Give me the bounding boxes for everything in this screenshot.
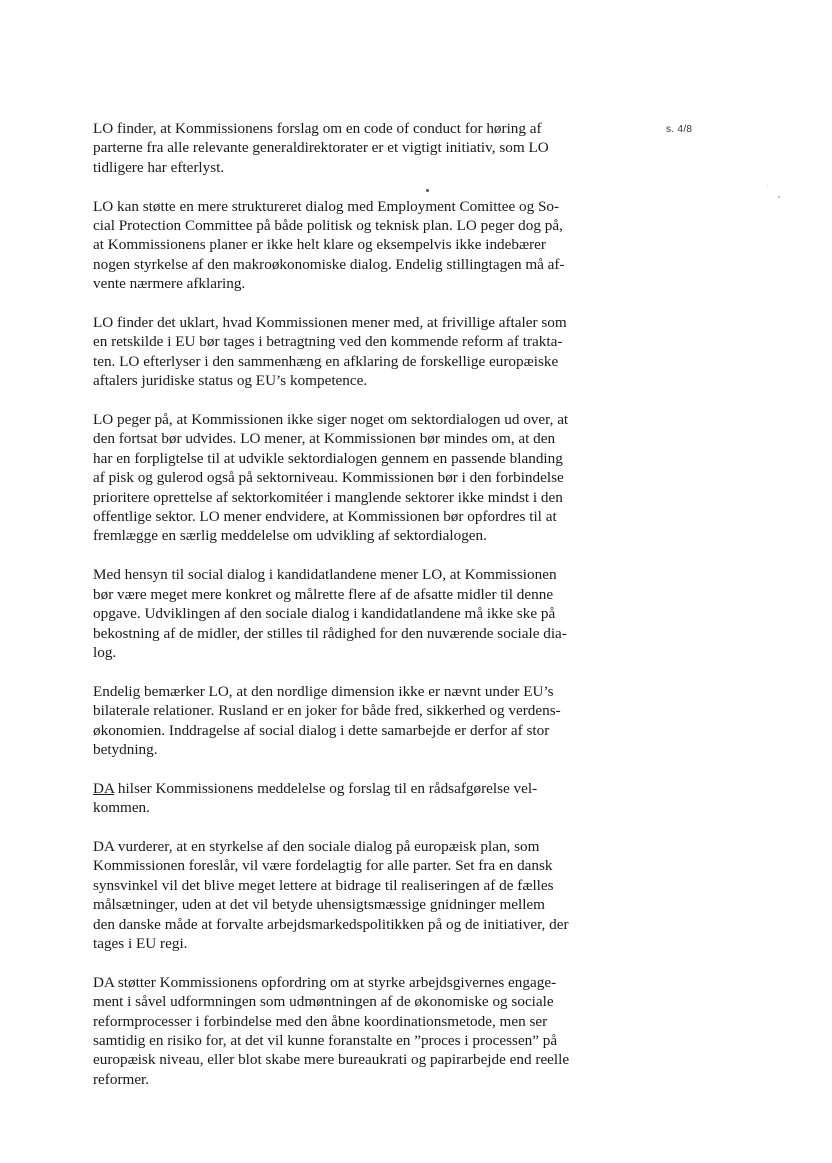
text-line: LO peger på, at Kommissionen ikke siger noget om sektordialogen ud over, at bbox=[93, 411, 569, 429]
text-line: den fortsat bør udvides. LO mener, at Kommissionen bør mindes om, at den bbox=[93, 430, 556, 448]
text-line: fremlægge en særlig meddelelse om udvikling af sektordialogen. bbox=[93, 527, 487, 545]
text-line: økonomien. Inddragelse af social dialog i dette samarbejde er derfor af stor bbox=[93, 721, 550, 739]
text-line: af pisk og gulerod også på sektorniveau. Kommissionen bør i den forbindelse bbox=[93, 469, 564, 487]
text-run: hilser Kommissionens meddelelse og forslag til en rådsafgørelse vel- bbox=[114, 779, 538, 797]
text-line: cial Protection Committee på både politisk og teknisk plan. LO peger dog på, bbox=[93, 217, 563, 235]
scan-speck bbox=[426, 189, 429, 192]
text-line: samtidig en risiko for, at det vil kunne foranstalte en ”proces i processen” på bbox=[93, 1031, 558, 1049]
text-line: LO finder det uklart, hvad Kommissionen mener med, at frivillige aftaler som bbox=[93, 314, 567, 332]
paragraph bbox=[93, 779, 613, 818]
text-line: LO finder, at Kommissionens forslag om en code of conduct for høring af bbox=[93, 120, 542, 137]
text-line: DA støtter Kommissionens opfordring om at styrke arbejdsgivernes engage- bbox=[93, 973, 557, 991]
text-line: målsætninger, uden at det vil betyde uhensigtsmæssige gnidninger mellem bbox=[93, 896, 545, 914]
text-line: kommen. bbox=[93, 799, 150, 817]
paragraph bbox=[93, 197, 613, 294]
text-line: reformprocesser i forbindelse med den åbne koordinationsmetode, men ser bbox=[93, 1012, 548, 1030]
text-line: LO kan støtte en mere struktureret dialog med Employment Comittee og So- bbox=[93, 197, 560, 215]
paragraph bbox=[93, 410, 613, 546]
paragraph bbox=[93, 119, 613, 177]
text-line: ten. LO efterlyser i den sammenhæng en afklaring de forskellige europæiske bbox=[93, 352, 559, 370]
text-line: DA vurderer, at en styrkelse af den sociale dialog på europæisk plan, som bbox=[93, 837, 540, 855]
text-line: log. bbox=[93, 643, 117, 661]
text-line: offentlige sektor. LO mener endvidere, at Kommissionen bør opfordres til at bbox=[93, 508, 557, 526]
text-line: reformer. bbox=[93, 1070, 150, 1088]
text-line: nogen styrkelse af den makroøkonomiske dialog. Endelig stillingtagen må af- bbox=[93, 255, 565, 273]
paragraph bbox=[93, 837, 613, 953]
text-line: bør være meget mere konkret og målrette flere af de afsatte midler til denne bbox=[93, 585, 554, 603]
scan-speck bbox=[778, 196, 780, 198]
text-line: vente nærmere afklaring. bbox=[93, 275, 246, 293]
paragraph bbox=[93, 313, 613, 391]
text-line: opgave. Udviklingen af den sociale dialog i kandidatlandene må ikke ske på bbox=[93, 605, 556, 623]
text-line: bekostning af de midler, der stilles til rådighed for den nuværende sociale dia- bbox=[93, 624, 567, 642]
text-line: bilaterale relationer. Rusland er en joker for både fred, sikkerhed og verdens- bbox=[93, 702, 561, 720]
text-line: ment i såvel udformningen som udmøntningen af de økonomiske og sociale bbox=[93, 993, 554, 1011]
text-line: betydning. bbox=[93, 740, 158, 758]
page-number: s. 4/8 bbox=[666, 124, 693, 135]
text-line: at Kommissionens planer er ikke helt klare og eksempelvis ikke indebærer bbox=[93, 236, 546, 254]
text-line: Med hensyn til social dialog i kandidatlandene mener LO, at Kommissionen bbox=[93, 566, 557, 584]
text-line: Endelig bemærker LO, at den nordlige dimension ikke er nævnt under EU’s bbox=[93, 682, 554, 700]
text-line: synsvinkel vil det blive meget lettere at bidrage til realiseringen af de fælles bbox=[93, 876, 554, 894]
text-line bbox=[93, 779, 613, 798]
text-line: har en forpligtelse til at udvikle sektordialogen gennem en passende blanding bbox=[93, 449, 563, 467]
text-line: tidligere har efterlyst. bbox=[93, 158, 225, 176]
text-line: tages i EU regi. bbox=[93, 934, 188, 952]
text-line: aftalers juridiske status og EU’s kompetence. bbox=[93, 372, 368, 390]
paragraph bbox=[93, 682, 613, 760]
text-line: parterne fra alle relevante generaldirektorater er et vigtigt initiativ, som LO bbox=[93, 139, 549, 157]
document-body bbox=[93, 119, 613, 1109]
text-line: europæisk niveau, eller blot skabe mere bureaukrati og papirarbejde end reelle bbox=[93, 1051, 570, 1069]
paragraph bbox=[93, 565, 613, 662]
text-line: Kommissionen foreslår, vil være fordelagtig for alle parter. Set fra en dansk bbox=[93, 857, 553, 875]
text-line: den danske måde at forvalte arbejdsmarkedspolitikken på og de initiativer, der bbox=[93, 915, 569, 933]
underlined-org-name: DA bbox=[93, 779, 115, 797]
text-line: prioritere oprettelse af sektorkomitéer i manglende sektorer ikke mindst i den bbox=[93, 488, 563, 506]
text-line: en retskilde i EU bør tages i betragtning ved den kommende reform af trakta- bbox=[93, 333, 563, 351]
paragraph bbox=[93, 973, 613, 1089]
scan-speck bbox=[767, 185, 768, 186]
